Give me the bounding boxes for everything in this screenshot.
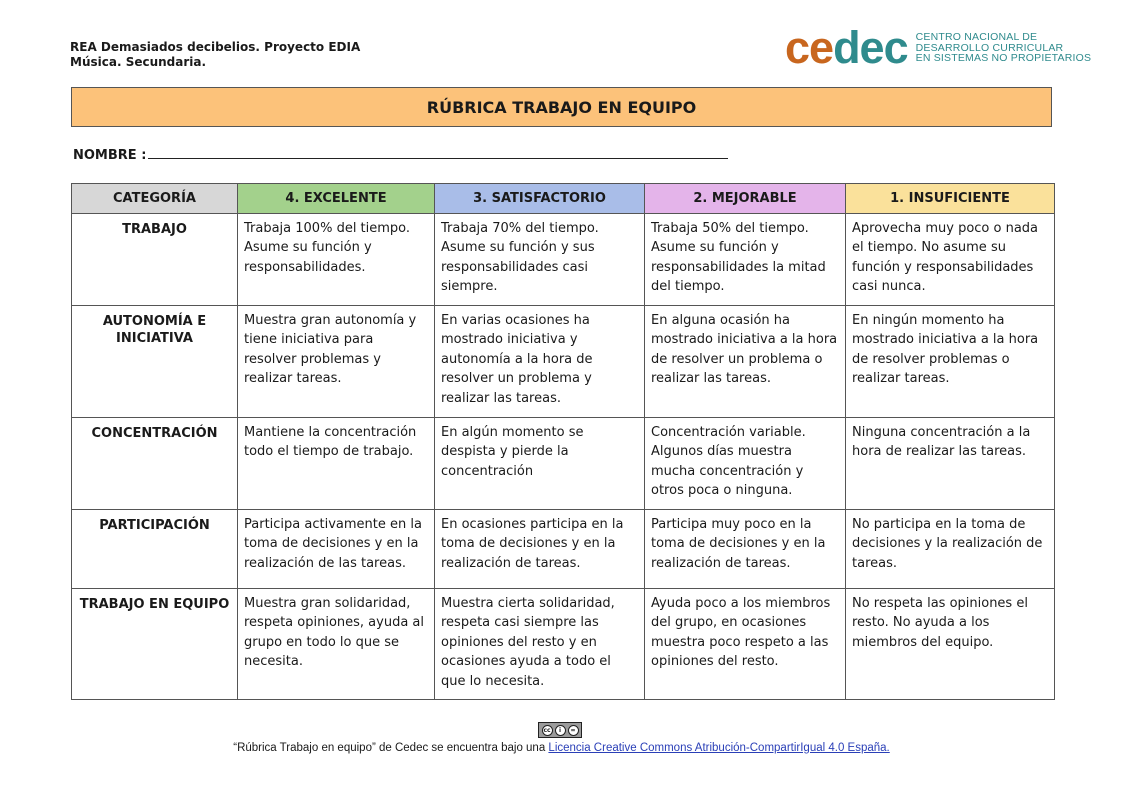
- table-row: [72, 589, 1055, 700]
- category-cell: TRABAJO EN EQUIPO: [72, 589, 238, 700]
- name-underline: [148, 146, 728, 159]
- table-row: [72, 306, 1055, 418]
- header-insuficiente: 1. INSUFICIENTE: [846, 184, 1055, 214]
- descriptor-cell: Ayuda poco a los miembros del grupo, en ocasiones muestra poco respeto a las opiniones del resto.: [645, 589, 846, 700]
- header-subject-line: Música. Secundaria.: [70, 55, 207, 69]
- descriptor-cell: No respeta las opiniones el resto. No ayuda a los miembros del equipo.: [846, 589, 1055, 700]
- descriptor-cell: No participa en la toma de decisiones y la realización de tareas.: [846, 510, 1055, 589]
- descriptor-cell: Muestra gran solidaridad, respeta opiniones, ayuda al grupo en todo lo que se necesita.: [238, 589, 435, 700]
- cedec-logo-word: cedec: [785, 22, 908, 73]
- header-excelente: 4. EXCELENTE: [238, 184, 435, 214]
- license-link[interactable]: Licencia Creative Commons Atribución-CompartirIgual 4.0 España.: [548, 742, 890, 754]
- cc-license-badge[interactable]: [538, 722, 582, 738]
- license-footer: [0, 742, 1123, 754]
- category-cell: CONCENTRACIÓN: [72, 418, 238, 510]
- name-field[interactable]: [73, 146, 728, 163]
- table-row: [72, 214, 1055, 306]
- document-header: [70, 40, 360, 70]
- descriptor-cell: Concentración variable. Algunos días muestra mucha concentración y otros poca o ninguna.: [645, 418, 846, 510]
- descriptor-cell: Participa muy poco en la toma de decisiones y en la realización de tareas.: [645, 510, 846, 589]
- descriptor-cell: En alguna ocasión ha mostrado iniciativa a la hora de resolver un problema o realizar las tareas.: [645, 306, 846, 418]
- category-cell: TRABAJO: [72, 214, 238, 306]
- descriptor-cell: Trabaja 50% del tiempo. Asume su función y responsabilidades la mitad del tiempo.: [645, 214, 846, 306]
- descriptor-cell: Participa activamente en la toma de decisiones y en la realización de las tareas.: [238, 510, 435, 589]
- descriptor-cell: Ninguna concentración a la hora de realizar las tareas.: [846, 418, 1055, 510]
- descriptor-cell: Muestra gran autonomía y tiene iniciativa para resolver problemas y realizar tareas.: [238, 306, 435, 418]
- sa-icon: =: [568, 725, 579, 736]
- cc-icon: cc: [543, 726, 551, 734]
- descriptor-cell: Trabaja 100% del tiempo. Asume su función y responsabilidades.: [238, 214, 435, 306]
- rubric-title: RÚBRICA TRABAJO EN EQUIPO: [71, 87, 1052, 127]
- rubric-table: [71, 183, 1055, 700]
- descriptor-cell: Mantiene la concentración todo el tiempo de trabajo.: [238, 418, 435, 510]
- name-label: NOMBRE :: [73, 148, 147, 163]
- descriptor-cell: En varias ocasiones ha mostrado iniciativa y autonomía a la hora de resolver un problema y realizar las tareas.: [435, 306, 645, 418]
- cedec-logo: [785, 22, 1092, 73]
- descriptor-cell: En ocasiones participa en la toma de decisiones y en la realización de tareas.: [435, 510, 645, 589]
- category-cell: PARTICIPACIÓN: [72, 510, 238, 589]
- by-icon: i: [555, 725, 566, 736]
- header-mejorable: 2. MEJORABLE: [645, 184, 846, 214]
- header-categoria: CATEGORÍA: [72, 184, 238, 214]
- table-row: [72, 418, 1055, 510]
- header-project-line: REA Demasiados decibelios. Proyecto EDIA: [70, 40, 361, 54]
- header-satisfactorio: 3. SATISFACTORIO: [435, 184, 645, 214]
- category-cell: AUTONOMÍA E INICIATIVA: [72, 306, 238, 418]
- descriptor-cell: Muestra cierta solidaridad, respeta casi siempre las opiniones del resto y en ocasiones ayuda a todo el que lo necesita.: [435, 589, 645, 700]
- license-text: “Rúbrica Trabajo en equipo” de Cedec se encuentra bajo una: [233, 742, 549, 754]
- header-row: [72, 184, 1055, 214]
- descriptor-cell: Aprovecha muy poco o nada el tiempo. No asume su función y responsabilidades casi nunca.: [846, 214, 1055, 306]
- descriptor-cell: En algún momento se despista y pierde la concentración: [435, 418, 645, 510]
- cedec-logo-text: CENTRO NACIONAL DE DESARROLLO CURRICULAR EN SISTEMAS NO PROPIETARIOS: [915, 31, 1092, 65]
- descriptor-cell: Trabaja 70% del tiempo. Asume su función y sus responsabilidades casi siempre.: [435, 214, 645, 306]
- table-row: [72, 510, 1055, 589]
- descriptor-cell: En ningún momento ha mostrado iniciativa a la hora de resolver problemas o realizar tareas.: [846, 306, 1055, 418]
